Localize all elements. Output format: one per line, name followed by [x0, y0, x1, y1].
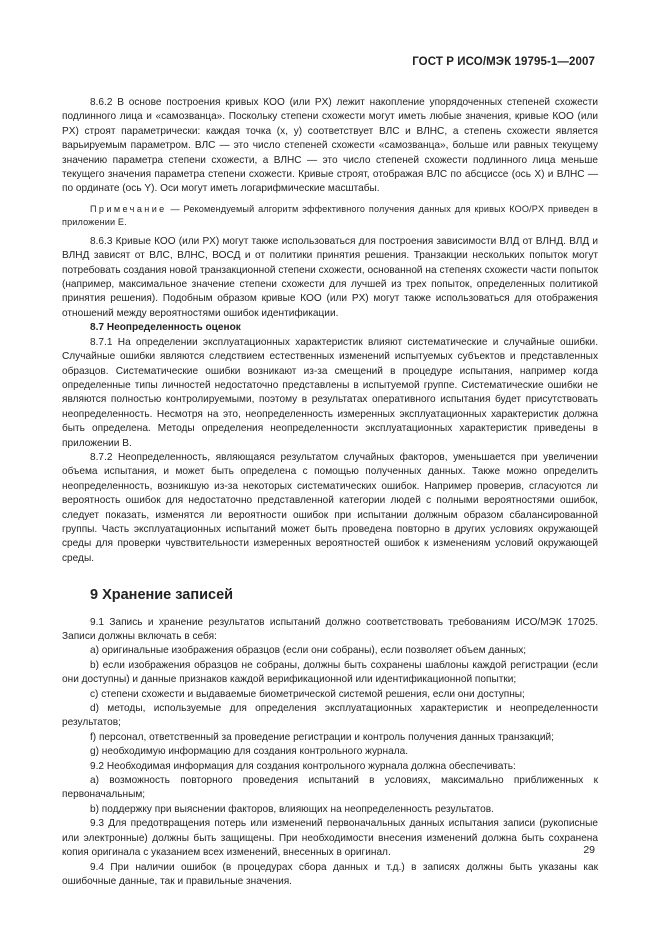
list-item-9-1-a: a) оригинальные изображения образцов (если они собраны), если позволяет объем данных;: [90, 645, 527, 657]
page-number: 29: [583, 844, 595, 856]
note-label: Примечание: [90, 203, 167, 214]
section-heading-8-7: 8.7 Неопределенность оценок: [90, 322, 241, 334]
paragraph-9-2: 9.2 Необходимая информация для создания контрольного журнала должна обеспечивать:: [90, 760, 516, 772]
section-heading-9: 9 Хранение записей: [90, 587, 234, 604]
list-item-9-1-f: f) персонал, ответственный за проведение регистрации и контроль получения данных транзакций;: [90, 731, 554, 743]
note-paragraph: [62, 203, 598, 229]
list-item-9-1-g: g) необходимую информацию для создания контрольного журнала.: [90, 746, 409, 758]
paragraph-8-6-2: 8.6.2 В основе построения кривых КОО (или PX) лежит накопление упорядоченных степеней схожести подлинного лица и «самозванца». Поскольку степени схожести могут иметь любые значения, кривые КОО (или PX) строят параметрически: каждая точка (x, y) соответствует ВЛС и ВЛНС, а степень схожести является варьируемым параметром. ВЛС — это число степеней схожести «самозванца», больше или равных текущему значению параметра степени схожести, а ВЛНС — это число степеней схожести подлинного лица меньше текущего значения параметра степени схожести. Кривые строят, отображая ВЛС по абсциссе (ось X) и ВЛНС — по ординате (ось Y). Оси могут иметь логарифмические масштабы.: [62, 97, 598, 195]
paragraph-9-4: 9.4 При наличии ошибок (в процедурах сбора данных и т.д.) в записях должны быть указаны как ошибочные данные, так и правильные значения.: [62, 861, 598, 887]
document-header: ГОСТ Р ИСО/МЭК 19795-1—2007: [412, 56, 595, 68]
list-item-9-1-d: d) методы, используемые для определения эксплуатационных характеристик и неопределенности результатов;: [62, 703, 598, 729]
list-item-9-1-b: b) если изображения образцов не собраны, должны быть сохранены шаблоны каждой регистрации (если они доступны) и данные признаков каждой верификационной или идентификационной попытки;: [62, 659, 598, 686]
paragraph-9-3: 9.3 Для предотвращения потерь или изменений первоначальных данных испытания записи (рукописные или электронные) должны быть защищены. При необходимости внесения изменений должна быть сохранена копия оригинала с указанием всех изменений, внесенных в оригинал.: [62, 818, 598, 859]
paragraph-8-7-2: 8.7.2 Неопределенность, являющаяся результатом случайных факторов, уменьшается при увеличении объема испытания, и может быть определена с помощью полученных данных. Также можно определить неопределенность, возникшую из-за некоторых систематических ошибок. Например проверив, сглаcуются ли вероятность ошибок для недостаточно представленной категории людей с полными вероятностями ошибок, следует показать, изменятся ли вероятности ошибок при испытании должным образом сбалансированной группы. Часть эксплуатационных испытаний может быть проведена повторно в других условиях окружающей среды для проверки чувствительности измеренных вероятностей ошибок к изменениям условий окружающей среды.: [62, 451, 598, 564]
list-item-9-2-b: b) поддержку при выяснении факторов, влияющих на неопределенность результатов.: [90, 803, 494, 815]
paragraph-8-7-1: 8.7.1 На определении эксплуатационных характеристик влияют систематические и случайные ошибки. Случайные ошибки являются следствием естественных изменений испытуемых субъектов и представленных образцов. Систематические ошибки возникают из-за смещений в процедуре испытания, например когда определенные типы личностей недостаточно представлены в испытуемой группе. Систематические ошибки не являются полностью контролируемыми, поэтому в результатах оперативного испытания будет присутствовать неопределенность. Несмотря на это, неопределенность измеренных эксплуатационных характеристик должна быть определена. Методы определения неопределенности эксплуатационных характеристик приведены в приложении В.: [62, 336, 598, 449]
note-text: — Рекомендуемый алгоритм эффективного получения данных для кривых КОО/PX приведен в приложении Е.: [62, 203, 598, 227]
paragraph-8-6-3: 8.6.3 Кривые КОО (или PX) могут также использоваться для построения зависимости ВЛД от ВЛНД. ВЛД и ВЛНД зависят от ВЛС, ВЛНС, ВОСД и от политики принятия решения. Транзакции нескольких попыток могут потребовать создания новой транзакционной степени схожести, основанной на степенях схожести части попыток (например, максимальное значение степени схожести для лучшей из трех попыток, определенных политикой принятия решения). Подобным образом кривые КОО (или PX) могут также использоваться для отображения отношений между вероятностями ошибок идентификации.: [62, 235, 598, 319]
list-item-9-2-a: a) возможность повторного проведения испытаний в условиях, максимально приближенных к первоначальным;: [62, 775, 598, 801]
page-body: [62, 96, 598, 889]
paragraph-9-1: 9.1 Запись и хранение результатов испытаний должно соответствовать требованиям ИСО/МЭК 17025. Записи должны включать в себя:: [62, 616, 598, 642]
list-item-9-1-c: c) степени схожести и выдаваемые биометрической системой решения, если они доступны;: [90, 688, 525, 700]
